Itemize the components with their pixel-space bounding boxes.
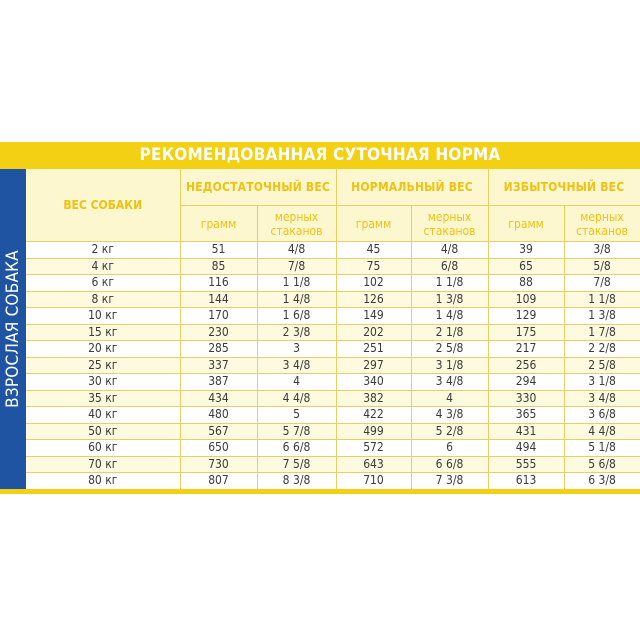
table-row — [26, 423, 640, 440]
overweight-cups-cell: 7/8 — [564, 275, 640, 292]
overweight-grams-cell: 65 — [488, 258, 564, 275]
normal-grams-cell: 45 — [336, 242, 411, 259]
header-grams-underweight: грамм — [180, 206, 257, 242]
table-row — [26, 324, 640, 341]
overweight-grams-cell: 109 — [488, 291, 564, 308]
table-row — [26, 291, 640, 308]
underweight-grams-cell: 807 — [180, 473, 257, 490]
table-row — [26, 407, 640, 424]
dog-weight-cell: 10 кг — [26, 308, 180, 325]
normal-cups-cell: 1 4/8 — [411, 308, 488, 325]
normal-grams-cell: 710 — [336, 473, 411, 490]
underweight-cups-cell: 4/8 — [257, 242, 336, 259]
underweight-cups-cell: 1 6/8 — [257, 308, 336, 325]
underweight-cups-cell: 6 6/8 — [257, 440, 336, 457]
underweight-grams-cell: 434 — [180, 390, 257, 407]
normal-grams-cell: 422 — [336, 407, 411, 424]
overweight-cups-cell: 5 1/8 — [564, 440, 640, 457]
table-row — [26, 456, 640, 473]
underweight-grams-cell: 51 — [180, 242, 257, 259]
overweight-cups-cell: 1 7/8 — [564, 324, 640, 341]
overweight-grams-cell: 555 — [488, 456, 564, 473]
underweight-cups-cell: 7/8 — [257, 258, 336, 275]
underweight-grams-cell: 730 — [180, 456, 257, 473]
underweight-cups-cell: 3 4/8 — [257, 357, 336, 374]
normal-cups-cell: 4 — [411, 390, 488, 407]
normal-grams-cell: 126 — [336, 291, 411, 308]
underweight-grams-cell: 480 — [180, 407, 257, 424]
normal-cups-cell: 2 1/8 — [411, 324, 488, 341]
normal-grams-cell: 102 — [336, 275, 411, 292]
table-body — [26, 242, 640, 490]
normal-cups-cell: 7 3/8 — [411, 473, 488, 490]
header-overweight: ИЗБЫТОЧНЫЙ ВЕС — [488, 169, 640, 206]
overweight-cups-cell: 5 6/8 — [564, 456, 640, 473]
side-label: ВЗРОСЛАЯ СОБАКА — [3, 250, 23, 408]
normal-cups-cell: 6/8 — [411, 258, 488, 275]
header-cups-overweight: мерных стаканов — [564, 206, 640, 242]
overweight-cups-cell: 6 3/8 — [564, 473, 640, 490]
feeding-table — [26, 169, 640, 490]
normal-cups-cell: 2 5/8 — [411, 341, 488, 358]
underweight-cups-cell: 1 4/8 — [257, 291, 336, 308]
dog-weight-cell: 70 кг — [26, 456, 180, 473]
table-row — [26, 473, 640, 490]
dog-weight-cell: 60 кг — [26, 440, 180, 457]
normal-grams-cell: 340 — [336, 374, 411, 391]
underweight-grams-cell: 285 — [180, 341, 257, 358]
table-row — [26, 242, 640, 259]
table-row — [26, 308, 640, 325]
overweight-grams-cell: 217 — [488, 341, 564, 358]
overweight-grams-cell: 88 — [488, 275, 564, 292]
normal-grams-cell: 499 — [336, 423, 411, 440]
header-dog-weight: ВЕС СОБАКИ — [26, 169, 180, 242]
overweight-grams-cell: 175 — [488, 324, 564, 341]
underweight-grams-cell: 170 — [180, 308, 257, 325]
dog-weight-cell: 25 кг — [26, 357, 180, 374]
underweight-grams-cell: 144 — [180, 291, 257, 308]
normal-grams-cell: 202 — [336, 324, 411, 341]
underweight-cups-cell: 7 5/8 — [257, 456, 336, 473]
dog-weight-cell: 80 кг — [26, 473, 180, 490]
normal-grams-cell: 297 — [336, 357, 411, 374]
table-row — [26, 374, 640, 391]
header-normal-weight: НОРМАЛЬНЫЙ ВЕС — [336, 169, 488, 206]
side-label-bar — [0, 169, 26, 489]
overweight-grams-cell: 330 — [488, 390, 564, 407]
overweight-cups-cell: 3/8 — [564, 242, 640, 259]
underweight-grams-cell: 116 — [180, 275, 257, 292]
underweight-cups-cell: 2 3/8 — [257, 324, 336, 341]
header-cups-normal: мерных стаканов — [411, 206, 488, 242]
overweight-cups-cell: 2 5/8 — [564, 357, 640, 374]
underweight-cups-cell: 5 7/8 — [257, 423, 336, 440]
overweight-cups-cell: 1 3/8 — [564, 308, 640, 325]
table-row — [26, 357, 640, 374]
header-underweight: НЕДОСТАТОЧНЫЙ ВЕС — [180, 169, 336, 206]
normal-grams-cell: 572 — [336, 440, 411, 457]
header-grams-normal: грамм — [336, 206, 411, 242]
overweight-grams-cell: 365 — [488, 407, 564, 424]
table-row — [26, 390, 640, 407]
table-row — [26, 258, 640, 275]
normal-cups-cell: 6 — [411, 440, 488, 457]
table-title-banner: РЕКОМЕНДОВАННАЯ СУТОЧНАЯ НОРМА — [0, 142, 640, 169]
underweight-grams-cell: 337 — [180, 357, 257, 374]
table-row — [26, 341, 640, 358]
underweight-cups-cell: 5 — [257, 407, 336, 424]
normal-cups-cell: 4 3/8 — [411, 407, 488, 424]
feeding-table-panel — [0, 142, 640, 494]
underweight-grams-cell: 567 — [180, 423, 257, 440]
bottom-rule — [0, 489, 640, 494]
overweight-grams-cell: 431 — [488, 423, 564, 440]
normal-grams-cell: 251 — [336, 341, 411, 358]
normal-cups-cell: 6 6/8 — [411, 456, 488, 473]
dog-weight-cell: 4 кг — [26, 258, 180, 275]
header-cups-underweight: мерных стаканов — [257, 206, 336, 242]
dog-weight-cell: 35 кг — [26, 390, 180, 407]
overweight-grams-cell: 39 — [488, 242, 564, 259]
normal-cups-cell: 1 3/8 — [411, 291, 488, 308]
underweight-cups-cell: 4 4/8 — [257, 390, 336, 407]
overweight-cups-cell: 3 6/8 — [564, 407, 640, 424]
table-row — [26, 275, 640, 292]
overweight-grams-cell: 613 — [488, 473, 564, 490]
dog-weight-cell: 2 кг — [26, 242, 180, 259]
overweight-cups-cell: 5/8 — [564, 258, 640, 275]
normal-grams-cell: 382 — [336, 390, 411, 407]
overweight-cups-cell: 2 2/8 — [564, 341, 640, 358]
underweight-cups-cell: 8 3/8 — [257, 473, 336, 490]
overweight-grams-cell: 294 — [488, 374, 564, 391]
underweight-cups-cell: 4 — [257, 374, 336, 391]
overweight-cups-cell: 3 1/8 — [564, 374, 640, 391]
dog-weight-cell: 6 кг — [26, 275, 180, 292]
normal-grams-cell: 75 — [336, 258, 411, 275]
overweight-grams-cell: 494 — [488, 440, 564, 457]
normal-grams-cell: 643 — [336, 456, 411, 473]
normal-cups-cell: 3 1/8 — [411, 357, 488, 374]
normal-cups-cell: 4/8 — [411, 242, 488, 259]
normal-cups-cell: 5 2/8 — [411, 423, 488, 440]
dog-weight-cell: 15 кг — [26, 324, 180, 341]
dog-weight-cell: 30 кг — [26, 374, 180, 391]
underweight-cups-cell: 3 — [257, 341, 336, 358]
header-grams-overweight: грамм — [488, 206, 564, 242]
underweight-grams-cell: 387 — [180, 374, 257, 391]
overweight-grams-cell: 256 — [488, 357, 564, 374]
underweight-grams-cell: 650 — [180, 440, 257, 457]
dog-weight-cell: 50 кг — [26, 423, 180, 440]
normal-cups-cell: 3 4/8 — [411, 374, 488, 391]
table-row — [26, 440, 640, 457]
dog-weight-cell: 20 кг — [26, 341, 180, 358]
normal-cups-cell: 1 1/8 — [411, 275, 488, 292]
dog-weight-cell: 8 кг — [26, 291, 180, 308]
overweight-cups-cell: 3 4/8 — [564, 390, 640, 407]
overweight-cups-cell: 4 4/8 — [564, 423, 640, 440]
overweight-cups-cell: 1 1/8 — [564, 291, 640, 308]
dog-weight-cell: 40 кг — [26, 407, 180, 424]
normal-grams-cell: 149 — [336, 308, 411, 325]
underweight-grams-cell: 85 — [180, 258, 257, 275]
underweight-grams-cell: 230 — [180, 324, 257, 341]
underweight-cups-cell: 1 1/8 — [257, 275, 336, 292]
overweight-grams-cell: 129 — [488, 308, 564, 325]
